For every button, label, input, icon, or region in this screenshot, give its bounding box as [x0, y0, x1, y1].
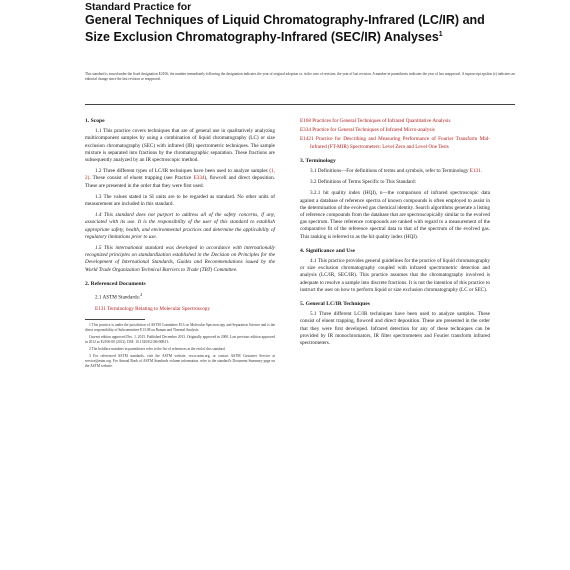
link-e334[interactable]: E334	[193, 175, 205, 182]
reference-item-e1421[interactable]	[300, 136, 490, 150]
document-pretitle: Standard Practice for	[85, 1, 192, 13]
footnote-1-edition: Current edition approved Dec. 1, 2013. Published December 2013. Originally approved in 2000. Last previous edition approved in 2012 as E2106-00 (2012). DOI: 10.1520/E2106-00R13.	[85, 335, 275, 345]
footnote-2: 2 The boldface numbers in parentheses refer to the list of references at the end of this standard.	[89, 347, 226, 352]
paragraph-1-2-c: ), flowcell and direct deposition. These are presented in the order that they were first used.	[85, 175, 276, 189]
footnote-marker-2: 2	[140, 292, 143, 298]
ref-code-e131[interactable]: E131	[95, 306, 106, 312]
paragraph-3-1	[300, 168, 490, 175]
paragraph-2-1	[85, 291, 275, 302]
section-heading-significance: 4. Significance and Use	[300, 247, 356, 254]
paragraph-1-2	[85, 168, 275, 190]
title-footnote-marker: 1	[438, 30, 443, 38]
ref-title-e131[interactable]: Terminology Relating to Molecular Spectroscopy	[107, 306, 210, 312]
ref-title-e334[interactable]: Practice for General Techniques of Infrared Micro-analysis	[312, 127, 435, 134]
title-block	[85, 1, 505, 44]
paragraph-3-1-b: .	[480, 168, 483, 175]
paragraph-3-2: 3.2 Definitions of Terms Specific to This Standard:	[310, 179, 417, 186]
paragraph-3-1-a: 3.1 Definitions—For definitions of terms and symbols, refer to Terminology	[310, 168, 470, 175]
right-column	[300, 118, 490, 351]
ref-code-e168[interactable]: E168	[300, 118, 311, 124]
ref-code-e334[interactable]: E334	[300, 127, 311, 134]
paragraph-4-1: 4.1 This practice provides general guidelines for the practice of liquid chromatography or size exclusion chromatography coupled with infrared spectrometric detection and analysis (LC/IR, SEC/IR). This practice assumes that the chromatography involved is adequate to resolve a sample into discrete fractions. It is not the intention of this practice to instruct the user on how to perform liquid or size exclusion chromatography (LC or SEC).	[300, 258, 490, 293]
document-title	[85, 13, 505, 44]
paragraph-1-2-a: 1.2 Three different types of LC/IR techniques have been used to analyze samples	[95, 168, 270, 175]
section-heading-scope: 1. Scope	[85, 118, 105, 124]
ref-code-e1421[interactable]: E1421	[300, 136, 314, 143]
section-heading-general-techniques: 5. General LC/IR Techniques	[300, 301, 370, 308]
paragraph-3-2-1: 3.2.1 hit quality index (HQI), n—the comparison of infrared spectroscopic data against a database of reference spectra of known compounds is often employed to assist in the determination of the evolved gas chemical identity. Search algorithms generate a listing of reference compounds from the database that are spectroscopically similar to the evolved gas spectrum. These reference compounds are ranked with regard to a measurement of the comparative fit of the reference spectral data to that of the spectrum of the evolved gas. This ranking is referred to as the hit quality index (HQI).	[300, 190, 490, 240]
footnote-divider	[85, 319, 145, 320]
reference-item-e334[interactable]	[300, 127, 490, 134]
reference-item-e131[interactable]	[85, 306, 275, 313]
ref-title-e1421[interactable]: Practice for Describing and Measuring Performance of Fourier Transform Mid-Infrared (FT-MIR) Spectrometers: Level Zero and Level One Tests	[310, 136, 491, 150]
footnote-3: 3 For referenced ASTM standards, visit the ASTM website, www.astm.org, or contact ASTM Customer Service at service@astm.org. For Annual Book of ASTM Standards volume information, refer to the standard's Document Summary page on the ASTM website.	[85, 354, 275, 369]
link-e131[interactable]: E131	[469, 168, 481, 175]
paragraph-1-1: 1.1 This practice covers techniques that are of general use in qualitatively analyzing multicomponent samples by using a combination of liquid chromatography (LC) or size exclusion chromatography (SEC) with infrared (IR) spectrometric techniques. The sample mixture is separated into fractions by the chromatographic separation. These fractions are subsequently analyzed by an IR spectroscopic method.	[85, 128, 275, 164]
document-title-text: General Techniques of Liquid Chromatography-Infrared (LC/IR) and Size Exclusion Chromatography-Infrared (SEC/IR) Analyses	[85, 13, 485, 44]
paragraph-2-1-text: 2.1 ASTM Standards:	[95, 294, 141, 301]
header-divider	[85, 104, 515, 105]
ref-title-e168[interactable]: Practices for General Techniques of Infrared Quantitative Analysis	[312, 118, 451, 124]
reference-item-e168[interactable]	[300, 118, 490, 125]
paragraph-1-3: 1.3 The values stated in SI units are to be regarded as standard. No other units of measurement are included in this standard.	[85, 193, 275, 208]
paragraph-1-2-b: . These consist of eluent trapping (see Practice	[89, 175, 194, 182]
paragraph-5-1: 5.1 Three different LC/IR techniques have been used to analyze samples. These consist of eluent trapping, flowcell and direct deposition. These are presented in the order that they were first developed. Infrared detection for any of these techniques can be provided by IR monochromators, IR filter spectrometers and Fourier transform infrared spectrometers.	[300, 311, 490, 347]
footnote-1: 1 This practice is under the jurisdiction of ASTM Committee E13 on Molecular Spectroscopy and Separation Science and is the direct responsibility of Subcommittee E13.08 on Raman and Thermal Analysis.	[85, 323, 275, 333]
paragraph-1-5: 1.5 This international standard was developed in accordance with internationally recognized principles on standardization established in the Decision on Principles for the Development of International Standards, Guides and Recommendations issued by the World Trade Organization Technical Barriers to Trade (TBT) Committee.	[85, 245, 275, 273]
left-column	[85, 118, 275, 371]
designation-notice: This standard is issued under the fixed designation E2106; the number immediately following the designation indicates the year of original adoption or, in the case of revision, the year of last revision. A number in parentheses indicates the year of last reapproval. A superscript epsilon (ε) indicates an editorial change since the last revision or reapproval.	[85, 72, 515, 81]
section-heading-referenced-documents: 2. Referenced Documents	[85, 280, 146, 287]
reference-citation[interactable]: (1, 2)	[85, 168, 275, 182]
paragraph-1-4: 1.4 This standard does not purport to address all of the safety concerns, if any, associated with its use. It is the responsibility of the user of this standard to establish appropriate safety, health, and environmental practices and determine the applicability of regulatory limitations prior to use.	[85, 212, 275, 240]
section-heading-terminology: 3. Terminology	[300, 157, 336, 164]
